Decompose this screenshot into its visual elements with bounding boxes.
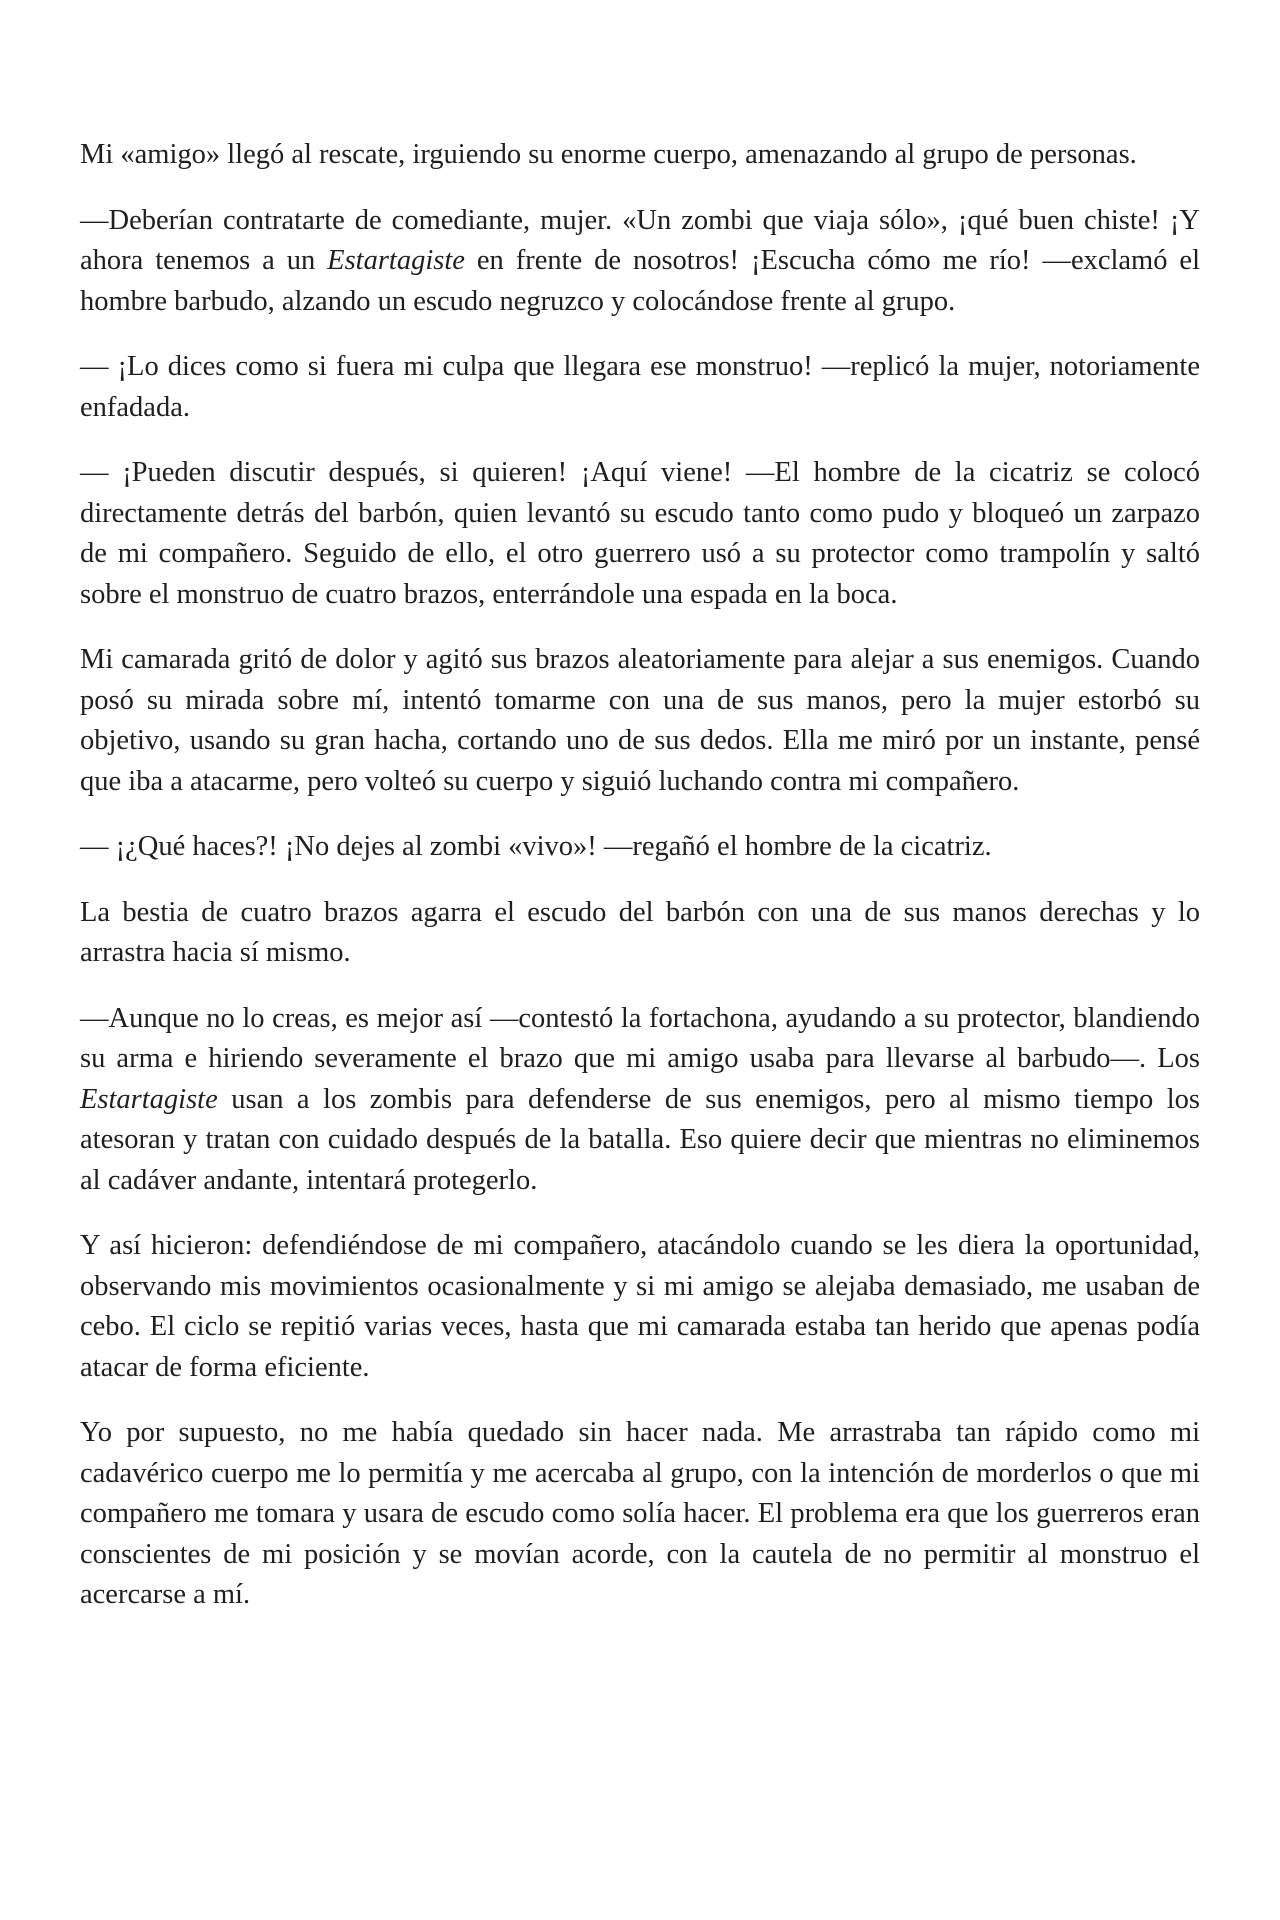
text-run: —Deberían contratarte de comediante, mujer. «Un zombi que viaja sólo», ¡qué buen chiste! ¡Y ahora tenemos a un <box>80 204 1200 276</box>
paragraph <box>80 1226 1200 1388</box>
text-run: Mi camarada gritó de dolor y agitó sus brazos aleatoriamente para alejar a sus enemigos. Cuando posó su mirada sobre mí, intentó tomarme con una de sus manos, pero la mujer estorbó su objetivo, usando su gran hacha, cortando uno de sus dedos. Ella me miró por un instante, pensé que iba a atacarme, pero volteó su cuerpo y siguió luchando contra mi compañero. <box>80 644 1200 797</box>
paragraph <box>80 893 1200 974</box>
text-run: usan a los zombis para defenderse de sus enemigos, pero al mismo tiempo los atesoran y tratan con cuidado después de la batalla. Eso quiere decir que mientras no eliminemos al cadáver andante, intentará protegerlo. <box>80 1083 1200 1196</box>
paragraph <box>80 999 1200 1202</box>
text-run: Y así hicieron: defendiéndose de mi compañero, atacándolo cuando se les diera la oportunidad, observando mis movimientos ocasionalmente y si mi amigo se alejaba demasiado, me usaban de cebo. El ciclo se repitió varias veces, hasta que mi camarada estaba tan herido que apenas podía atacar de forma eficiente. <box>80 1230 1200 1383</box>
text-run: en frente de nosotros! ¡Escucha cómo me río! —exclamó el hombre barbudo, alzando un escudo negruzco y colocándose frente al grupo. <box>80 245 1200 317</box>
text-run: Yo por supuesto, no me había quedado sin hacer nada. Me arrastraba tan rápido como mi cadavérico cuerpo me lo permitía y me acercaba al grupo, con la intención de morderlos o que mi compañero me tomara y usara de escudo como solía hacer. El problema era que los guerreros eran conscientes de mi posición y se movían acorde, con la cautela de no permitir al monstruo el acercarse a mí. <box>80 1417 1200 1610</box>
paragraph <box>80 1413 1200 1616</box>
text-run: Mi «amigo» llegó al rescate, irguiendo su enorme cuerpo, amenazando al grupo de personas. <box>80 139 1137 170</box>
paragraph <box>80 640 1200 802</box>
paragraph <box>80 453 1200 615</box>
text-run: — ¡¿Qué haces?! ¡No dejes al zombi «vivo»! —regañó el hombre de la cicatriz. <box>80 831 992 862</box>
paragraph <box>80 135 1200 176</box>
italic-term: Estartagiste <box>327 245 465 276</box>
paragraph <box>80 827 1200 868</box>
text-run: — ¡Pueden discutir después, si quieren! ¡Aquí viene! —El hombre de la cicatriz se colocó directamente detrás del barbón, quien levantó su escudo tanto como pudo y bloqueó un zarpazo de mi compañero. Seguido de ello, el otro guerrero usó a su protector como trampolín y saltó sobre el monstruo de cuatro brazos, enterrándole una espada en la boca. <box>80 457 1200 610</box>
paragraph <box>80 347 1200 428</box>
paragraph <box>80 201 1200 323</box>
document-page <box>80 135 1200 1641</box>
text-run: — ¡Lo dices como si fuera mi culpa que llegara ese monstruo! —replicó la mujer, notoriamente enfadada. <box>80 351 1200 423</box>
text-run: —Aunque no lo creas, es mejor así —contestó la fortachona, ayudando a su protector, blandiendo su arma e hiriendo severamente el brazo que mi amigo usaba para llevarse al barbudo—. Los <box>80 1002 1200 1074</box>
italic-term: Estartagiste <box>80 1083 218 1115</box>
text-run: La bestia de cuatro brazos agarra el escudo del barbón con una de sus manos derechas y lo arrastra hacia sí mismo. <box>80 896 1200 968</box>
